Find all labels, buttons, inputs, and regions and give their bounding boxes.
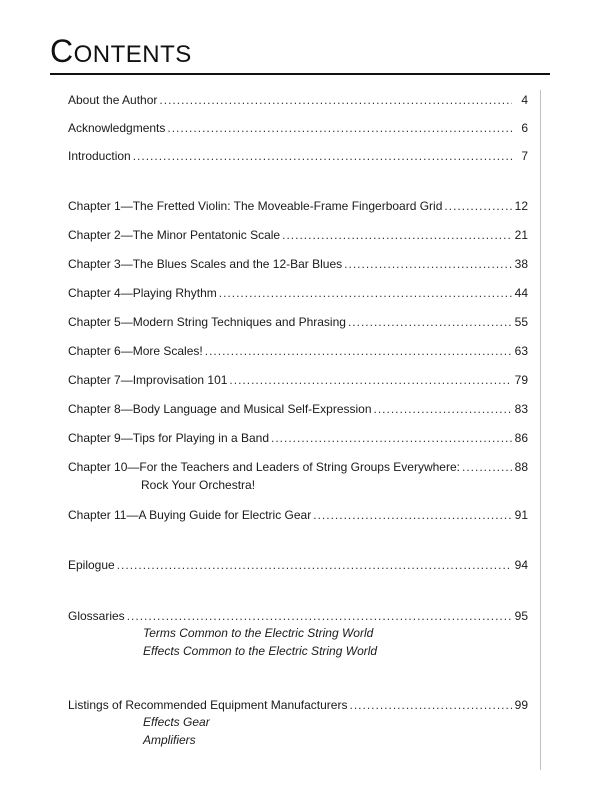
toc-entry-label: Chapter 4—Playing Rhythm	[68, 286, 217, 300]
toc-entry-label: Chapter 10—For the Teachers and Leaders of String Groups Everywhere:	[68, 460, 460, 474]
title-rule	[50, 73, 550, 75]
dot-leader	[374, 401, 512, 417]
toc-entry-about-author[interactable]	[68, 92, 528, 108]
dot-leader	[159, 92, 512, 108]
toc-entry-introduction[interactable]	[68, 148, 528, 164]
toc-entry-page: 6	[521, 121, 528, 135]
toc-entry-label: Chapter 5—Modern String Techniques and Phrasing	[68, 315, 346, 329]
dot-leader	[313, 507, 512, 523]
toc-entry-label: Listings of Recommended Equipment Manufacturers	[68, 698, 348, 712]
toc-entry-chapter-3[interactable]	[68, 256, 528, 272]
toc-entry-chapter-6[interactable]	[68, 343, 528, 359]
toc-entry-chapter-4[interactable]	[68, 285, 528, 301]
dot-leader	[282, 227, 512, 243]
toc-entry-chapter-5[interactable]	[68, 314, 528, 330]
dot-leader	[348, 314, 512, 330]
toc-entry-page: 44	[514, 286, 528, 300]
toc-entry-page: 83	[514, 402, 528, 416]
toc-entry-label: Epilogue	[68, 558, 115, 572]
toc-subitem: Effects Common to the Electric String World	[143, 644, 378, 658]
toc-entry-equipment-listings[interactable]	[68, 697, 528, 749]
dot-leader	[271, 430, 512, 446]
toc-entry-page: 91	[514, 508, 528, 522]
dot-leader	[219, 285, 512, 301]
toc-entry-label: Chapter 6—More Scales!	[68, 344, 203, 358]
toc-entry-label: Chapter 9—Tips for Playing in a Band	[68, 431, 269, 445]
margin-rule	[540, 90, 541, 770]
dot-leader	[344, 256, 512, 272]
toc-subitem: Terms Common to the Electric String World	[143, 626, 374, 640]
dot-leader	[133, 148, 512, 164]
toc-entry-label: Chapter 1—The Fretted Violin: The Moveable-Frame Fingerboard Grid	[68, 199, 443, 213]
toc-entry-chapter-2[interactable]	[68, 227, 528, 243]
dot-leader	[349, 697, 512, 713]
toc-entry-chapter-9[interactable]	[68, 430, 528, 446]
toc-entry-label: Chapter 8—Body Language and Musical Self-Expression	[68, 402, 372, 416]
toc-entry-label: Chapter 2—The Minor Pentatonic Scale	[68, 228, 281, 242]
toc-entry-page: 99	[514, 698, 528, 712]
toc-entry-page: 86	[514, 431, 528, 445]
dot-leader	[444, 198, 512, 214]
dot-leader	[127, 608, 512, 624]
title-initial: C	[50, 33, 74, 69]
toc-subitem: Amplifiers	[143, 733, 196, 747]
toc-entry-continuation: Rock Your Orchestra!	[141, 478, 256, 492]
toc-entry-label: Introduction	[68, 149, 131, 163]
toc-entry-page: 7	[521, 149, 528, 163]
toc-entry-page: 12	[514, 199, 528, 213]
toc-entry-page: 38	[514, 257, 528, 271]
toc-entry-chapter-11[interactable]	[68, 507, 528, 523]
toc-entry-label: Chapter 3—The Blues Scales and the 12-Bar Blues	[68, 257, 343, 271]
toc-entry-page: 21	[514, 228, 528, 242]
toc-entry-page: 79	[514, 373, 528, 387]
title-rest: ONTENTS	[73, 41, 192, 68]
toc-subitem: Effects Gear	[143, 715, 210, 729]
toc-entry-chapter-7[interactable]	[68, 372, 528, 388]
dot-leader	[205, 343, 512, 359]
toc-entry-page: 63	[514, 344, 528, 358]
toc-entry-epilogue[interactable]	[68, 557, 528, 573]
toc-entry-label: Acknowledgments	[68, 121, 166, 135]
dot-leader	[167, 120, 512, 136]
dot-leader	[117, 557, 512, 573]
toc-entry-page: 94	[514, 558, 528, 572]
toc-entry-acknowledgments[interactable]	[68, 120, 528, 136]
dot-leader	[229, 372, 512, 388]
page-title	[50, 33, 192, 70]
toc-entry-page: 95	[514, 609, 528, 623]
toc-entry-chapter-10[interactable]	[68, 459, 528, 493]
toc-entry-label: Glossaries	[68, 609, 125, 623]
toc-entry-label: About the Author	[68, 93, 158, 107]
toc-entry-page: 4	[521, 93, 528, 107]
toc-entry-label: Chapter 11—A Buying Guide for Electric Gear	[68, 508, 312, 522]
toc-entry-glossaries[interactable]	[68, 608, 528, 660]
toc-entry-chapter-8[interactable]	[68, 401, 528, 417]
toc-entry-chapter-1[interactable]	[68, 198, 528, 214]
toc-entry-label: Chapter 7—Improvisation 101	[68, 373, 228, 387]
dot-leader	[462, 459, 512, 475]
toc-entry-page: 88	[514, 460, 528, 474]
toc-entry-page: 55	[514, 315, 528, 329]
